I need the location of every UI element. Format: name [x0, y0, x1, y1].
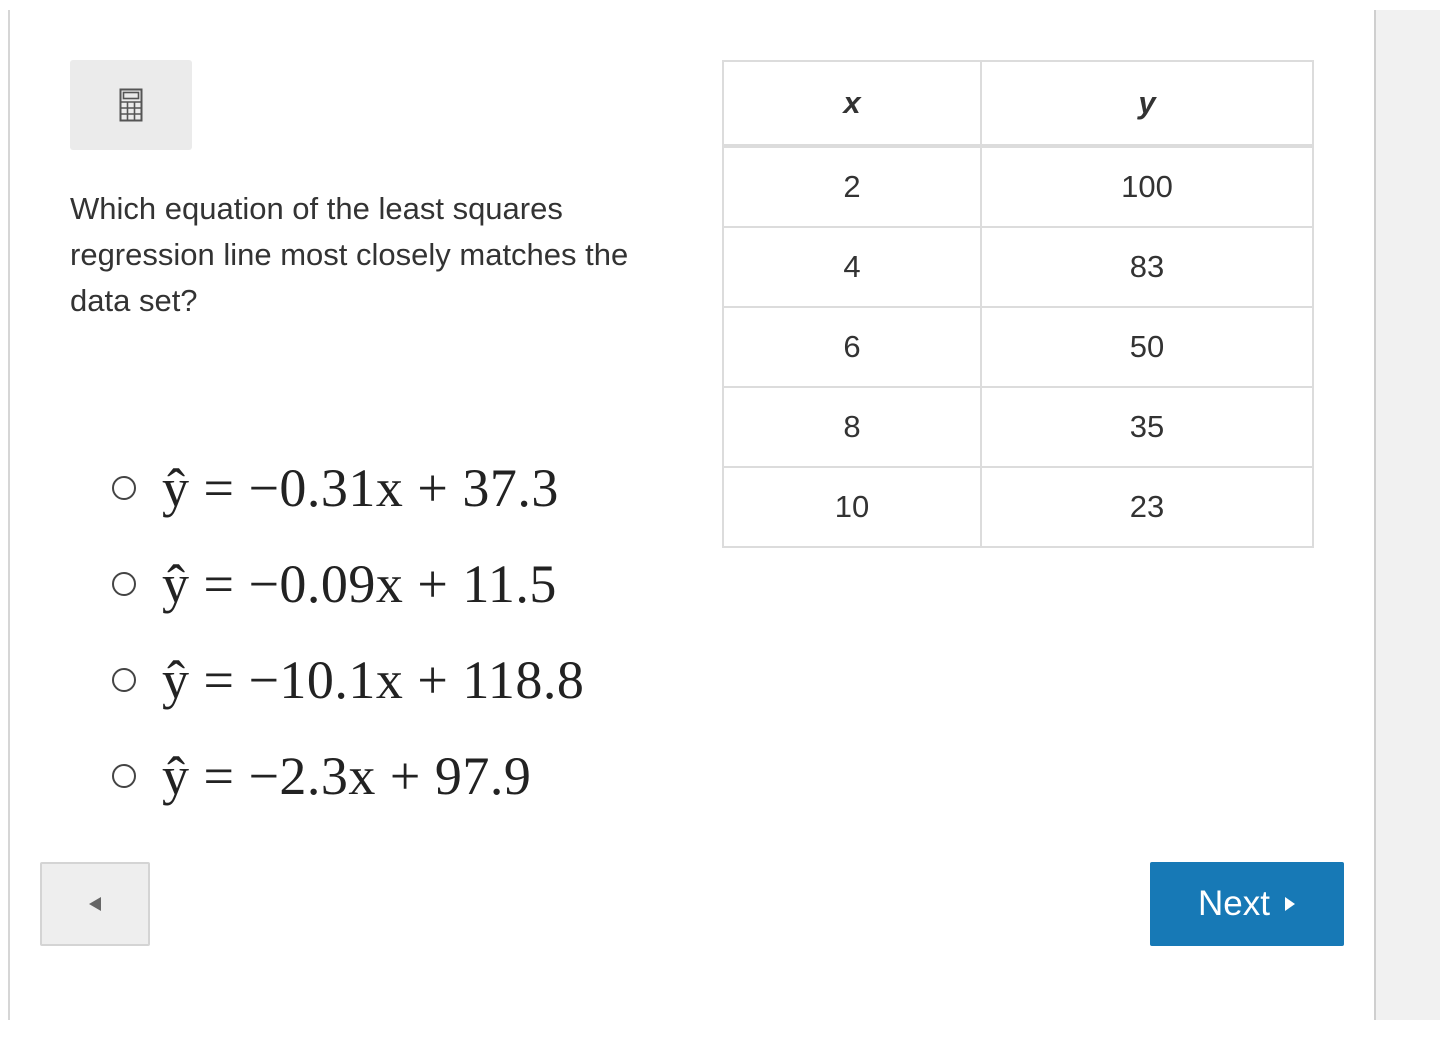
- radio-button[interactable]: [112, 476, 136, 500]
- column-header-x: x: [723, 61, 981, 146]
- table-row: [723, 307, 1313, 387]
- table-cell-x: 4: [723, 227, 981, 307]
- radio-button[interactable]: [112, 764, 136, 788]
- table-row: [723, 146, 1313, 227]
- data-table: [722, 60, 1314, 548]
- calculator-icon: [119, 88, 143, 122]
- radio-button[interactable]: [112, 668, 136, 692]
- next-button-label: Next: [1198, 884, 1270, 923]
- choice-equation: ŷ = −2.3x + 97.9: [162, 746, 532, 806]
- answer-choice[interactable]: [112, 728, 672, 824]
- next-button[interactable]: [1150, 862, 1344, 946]
- triangle-left-icon: [88, 896, 102, 912]
- table-cell-y: 35: [981, 387, 1313, 467]
- table-cell-x: 8: [723, 387, 981, 467]
- table-cell-x: 2: [723, 146, 981, 227]
- column-header-y: y: [981, 61, 1313, 146]
- table-header-row: [723, 61, 1313, 146]
- choice-equation: ŷ = −0.09x + 11.5: [162, 554, 557, 614]
- choice-equation: ŷ = −10.1x + 118.8: [162, 650, 585, 710]
- left-divider: [8, 10, 10, 1020]
- answer-choices: [112, 440, 672, 824]
- calculator-button[interactable]: [70, 60, 192, 150]
- table-cell-x: 10: [723, 467, 981, 547]
- answer-choice[interactable]: [112, 536, 672, 632]
- previous-button[interactable]: [40, 862, 150, 946]
- table-cell-y: 100: [981, 146, 1313, 227]
- table-cell-y: 83: [981, 227, 1313, 307]
- table-row: [723, 467, 1313, 547]
- answer-choice[interactable]: [112, 440, 672, 536]
- triangle-right-icon: [1284, 896, 1296, 912]
- right-gutter: [1374, 10, 1440, 1020]
- question-text: Which equation of the least squares regression line most closely matches the data set?: [70, 191, 629, 318]
- answer-choice[interactable]: [112, 632, 672, 728]
- choice-equation: ŷ = −0.31x + 37.3: [162, 458, 559, 518]
- table-cell-y: 50: [981, 307, 1313, 387]
- table-row: [723, 227, 1313, 307]
- table-cell-y: 23: [981, 467, 1313, 547]
- table-cell-x: 6: [723, 307, 981, 387]
- radio-button[interactable]: [112, 572, 136, 596]
- table-row: [723, 387, 1313, 467]
